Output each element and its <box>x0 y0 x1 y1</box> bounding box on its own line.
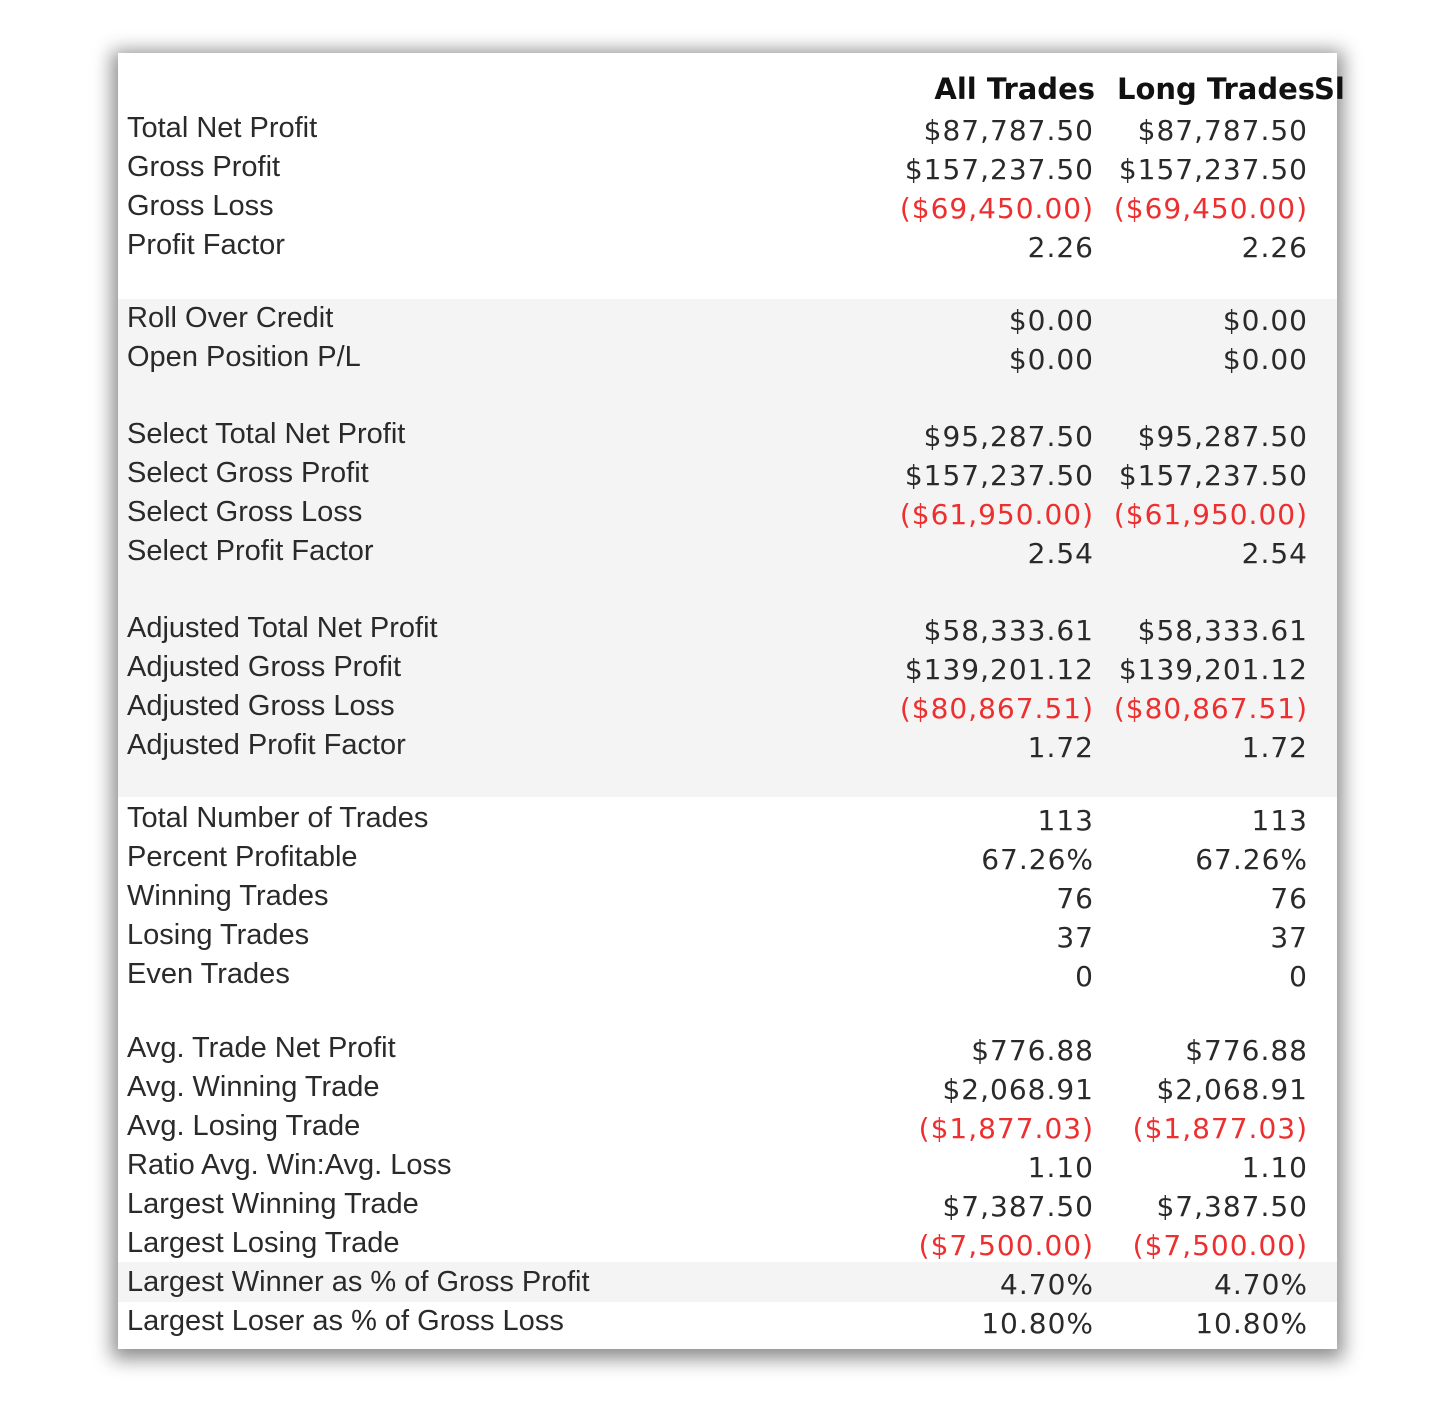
report-row <box>118 109 1337 148</box>
row-label: Largest Losing Trade <box>127 1227 400 1259</box>
row-label: Select Profit Factor <box>127 535 374 567</box>
all-trades-value: ($7,500.00) <box>918 1229 1094 1262</box>
report-row <box>118 1302 1337 1341</box>
long-trades-value: 1.10 <box>1241 1151 1308 1184</box>
row-label: Avg. Losing Trade <box>127 1110 361 1142</box>
long-trades-value: 67.26% <box>1195 843 1308 876</box>
report-row <box>118 687 1337 726</box>
all-trades-value: 113 <box>1037 804 1094 837</box>
all-trades-value: $157,237.50 <box>904 459 1094 492</box>
all-trades-value: 67.26% <box>981 843 1094 876</box>
all-trades-value: ($1,877.03) <box>918 1112 1094 1145</box>
column-header-row <box>118 69 1345 109</box>
all-trades-value: $0.00 <box>1008 343 1094 376</box>
all-trades-value: $7,387.50 <box>942 1190 1094 1223</box>
report-row <box>118 877 1337 916</box>
row-label: Even Trades <box>127 958 290 990</box>
report-row <box>118 338 1337 377</box>
report-row <box>118 532 1337 571</box>
report-row <box>118 838 1337 877</box>
report-row <box>118 148 1337 187</box>
row-label: Open Position P/L <box>127 341 361 373</box>
row-label: Percent Profitable <box>127 841 358 873</box>
long-trades-value: $87,787.50 <box>1137 114 1308 147</box>
row-label: Adjusted Profit Factor <box>127 729 406 761</box>
row-label: Select Total Net Profit <box>127 418 406 450</box>
long-trades-value: 10.80% <box>1195 1307 1308 1340</box>
row-label: Largest Winning Trade <box>127 1188 419 1220</box>
report-row <box>118 226 1337 265</box>
all-trades-value: 10.80% <box>981 1307 1094 1340</box>
performance-report-panel <box>118 53 1345 1349</box>
all-trades-value: 76 <box>1056 882 1094 915</box>
row-label: Largest Loser as % of Gross Loss <box>127 1305 564 1337</box>
row-label: Select Gross Profit <box>127 457 369 489</box>
row-label: Winning Trades <box>127 880 329 912</box>
all-trades-value: $0.00 <box>1008 304 1094 337</box>
report-row <box>118 1107 1337 1146</box>
long-trades-value: 76 <box>1270 882 1308 915</box>
row-label: Gross Loss <box>127 190 274 222</box>
all-trades-value: $139,201.12 <box>904 653 1094 686</box>
long-trades-value: $776.88 <box>1185 1034 1308 1067</box>
all-trades-value: $157,237.50 <box>904 153 1094 186</box>
all-trades-value: $95,287.50 <box>923 420 1094 453</box>
row-label: Total Net Profit <box>127 112 318 144</box>
all-trades-value: ($61,950.00) <box>899 498 1094 531</box>
long-trades-value: $58,333.61 <box>1137 614 1308 647</box>
row-label: Select Gross Loss <box>127 496 363 528</box>
all-trades-value: 2.54 <box>1027 537 1094 570</box>
report-row <box>118 1185 1337 1224</box>
row-label: Adjusted Gross Profit <box>127 651 401 683</box>
row-label: Gross Profit <box>127 151 281 183</box>
all-trades-value: 37 <box>1056 921 1094 954</box>
report-row <box>118 799 1337 838</box>
report-row <box>118 1029 1337 1068</box>
long-trades-value: $157,237.50 <box>1118 459 1308 492</box>
long-trades-value: 1.72 <box>1241 731 1308 764</box>
all-trades-value: 0 <box>1075 960 1094 993</box>
report-row <box>118 1224 1337 1263</box>
long-trades-value: $95,287.50 <box>1137 420 1308 453</box>
all-trades-value: ($80,867.51) <box>899 692 1094 725</box>
long-trades-value: $0.00 <box>1222 343 1308 376</box>
row-label: Total Number of Trades <box>127 802 429 834</box>
row-label: Avg. Winning Trade <box>127 1071 380 1103</box>
report-row <box>118 1068 1337 1107</box>
long-trades-value: $139,201.12 <box>1118 653 1308 686</box>
column-header-long-trades: Long Trades <box>1117 72 1316 106</box>
report-row <box>118 1146 1337 1185</box>
column-header-short-trades: Sl <box>1314 72 1345 106</box>
column-header-all-trades: All Trades <box>934 72 1095 106</box>
long-trades-value: $2,068.91 <box>1156 1073 1308 1106</box>
long-trades-value: $0.00 <box>1222 304 1308 337</box>
all-trades-value: 2.26 <box>1027 231 1094 264</box>
all-trades-value: 1.10 <box>1027 1151 1094 1184</box>
row-label: Adjusted Gross Loss <box>127 690 395 722</box>
report-row <box>118 955 1337 994</box>
row-label: Avg. Trade Net Profit <box>127 1032 396 1064</box>
long-trades-value: ($80,867.51) <box>1113 692 1308 725</box>
row-label: Adjusted Total Net Profit <box>127 612 438 644</box>
long-trades-value: ($69,450.00) <box>1113 192 1308 225</box>
long-trades-value: 0 <box>1289 960 1308 993</box>
all-trades-value: ($69,450.00) <box>899 192 1094 225</box>
report-row <box>118 609 1337 648</box>
long-trades-value: $7,387.50 <box>1156 1190 1308 1223</box>
report-row <box>118 493 1337 532</box>
long-trades-value: 2.26 <box>1241 231 1308 264</box>
row-label: Ratio Avg. Win:Avg. Loss <box>127 1149 452 1181</box>
all-trades-value: $58,333.61 <box>923 614 1094 647</box>
long-trades-value: 4.70% <box>1214 1268 1308 1301</box>
all-trades-value: $87,787.50 <box>923 114 1094 147</box>
all-trades-value: 1.72 <box>1027 731 1094 764</box>
row-label: Profit Factor <box>127 229 285 261</box>
report-row <box>118 1263 1337 1302</box>
row-label: Losing Trades <box>127 919 310 951</box>
long-trades-value: 113 <box>1251 804 1308 837</box>
all-trades-value: 4.70% <box>1000 1268 1094 1301</box>
report-row <box>118 454 1337 493</box>
row-label: Roll Over Credit <box>127 302 334 334</box>
long-trades-value: ($1,877.03) <box>1132 1112 1308 1145</box>
long-trades-value: 2.54 <box>1241 537 1308 570</box>
report-row <box>118 187 1337 226</box>
long-trades-value: ($61,950.00) <box>1113 498 1308 531</box>
report-row <box>118 415 1337 454</box>
report-row <box>118 299 1337 338</box>
row-label: Largest Winner as % of Gross Profit <box>127 1266 590 1298</box>
all-trades-value: $2,068.91 <box>942 1073 1094 1106</box>
long-trades-value: ($7,500.00) <box>1132 1229 1308 1262</box>
long-trades-value: 37 <box>1270 921 1308 954</box>
long-trades-value: $157,237.50 <box>1118 153 1308 186</box>
report-row <box>118 726 1337 765</box>
report-row <box>118 916 1337 955</box>
all-trades-value: $776.88 <box>971 1034 1094 1067</box>
report-row <box>118 648 1337 687</box>
